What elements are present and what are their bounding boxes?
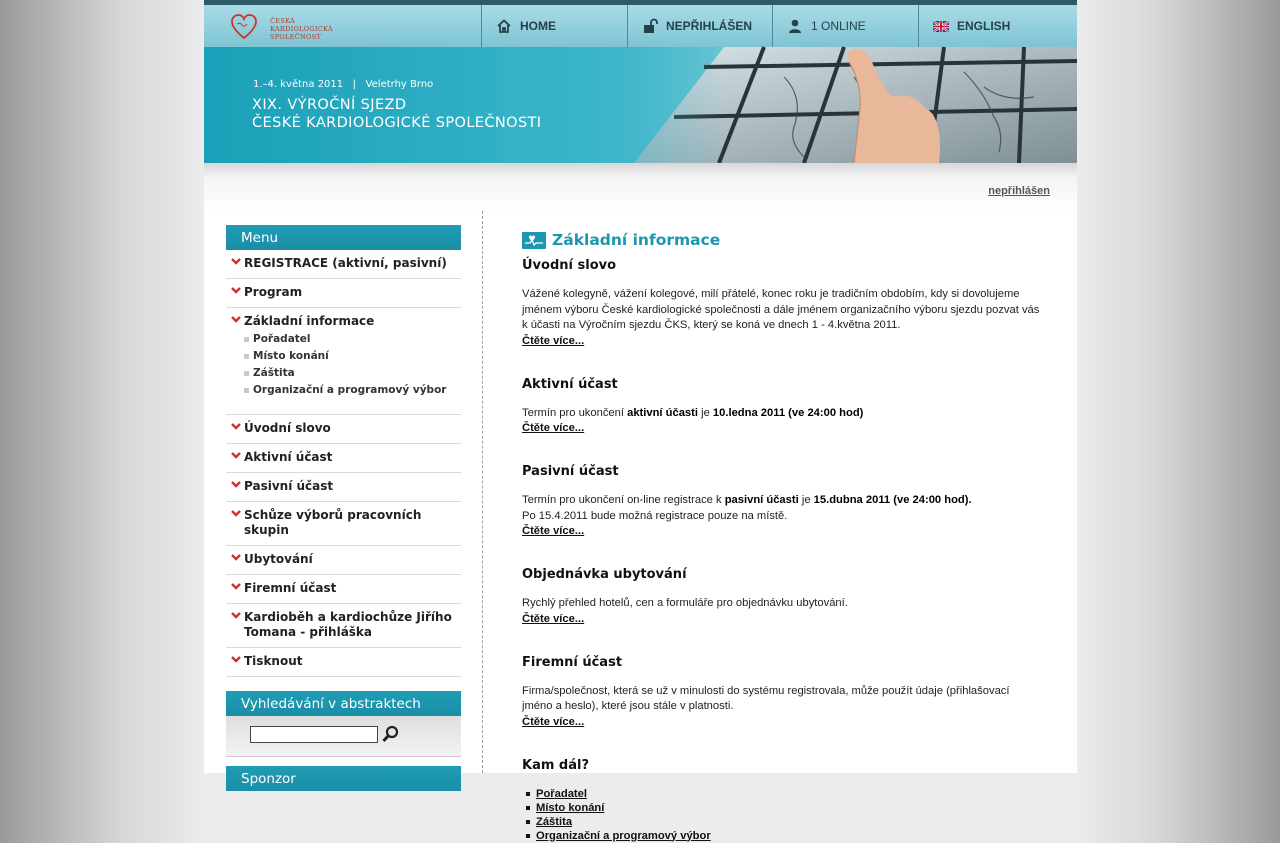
user-status-link[interactable]: nepřihlášen	[988, 185, 1050, 197]
header-banner	[204, 47, 1077, 163]
submenu-list	[244, 331, 461, 399]
section-uvodni-slovo	[522, 258, 1042, 349]
section-kam-dal	[522, 758, 1042, 843]
menu-item-label: Úvodní slovo	[244, 421, 331, 435]
column-divider	[482, 211, 483, 773]
uk-flag-icon	[933, 21, 949, 32]
nav-login-status[interactable]	[627, 5, 772, 47]
spacer	[522, 730, 1042, 750]
abstract-search-box	[226, 691, 461, 757]
chevron-down-icon	[231, 285, 241, 295]
menu-item-label: Firemní účast	[244, 581, 337, 595]
text-bold: 10.ledna 2011 (ve 24:00 hod)	[712, 406, 864, 419]
text-bold: pasivní účasti	[724, 494, 799, 506]
sponsor-box-title: Sponzor	[226, 766, 461, 791]
nav-english-label: ENGLISH	[957, 19, 1011, 33]
nav-online-users[interactable]	[772, 5, 918, 47]
submenu-item-label: Organizační a programový výbor	[253, 384, 447, 396]
kam-dal-link-organizacni-vybor[interactable]: Organizační a programový výbor	[522, 829, 1042, 843]
kam-dal-links	[522, 787, 1042, 843]
menu-item-label: Základní informace	[244, 314, 375, 328]
menu-item-tisknout[interactable]	[226, 648, 461, 677]
section-text: Vážené kolegyně, vážení kolegové, milí přátelé, konec roku je tradičním obdobím, kdy si dovolujeme jménem výboru České kardiologické společnosti a dále jménem organizačního výboru sjezdu pozvat vás k účasti na Výročním sjezdu ČKS, který se koná ve dnech 1 - 4.května 2011.	[522, 288, 1040, 331]
menu-title: Menu	[226, 225, 461, 250]
bullet-square-icon	[244, 354, 249, 359]
menu-item-label: Ubytování	[244, 552, 313, 566]
chevron-down-icon	[231, 421, 241, 431]
search-box-body	[226, 716, 461, 757]
nav-home[interactable]	[481, 5, 627, 47]
section-pasivni-ucast	[522, 464, 1042, 539]
section-aktivni-ucast	[522, 377, 1042, 437]
nav-home-label: HOME	[520, 19, 556, 33]
submenu-item-label: Záštita	[253, 367, 295, 379]
menu-item-schuze-vyboru[interactable]	[226, 502, 461, 546]
read-more-link[interactable]: Čtěte více...	[522, 422, 585, 434]
read-more-link[interactable]: Čtěte více...	[522, 715, 585, 728]
chevron-down-icon	[231, 450, 241, 460]
unlock-icon	[642, 18, 658, 34]
submenu-item-label: Pořadatel	[253, 333, 311, 345]
logo-line-2: KARDIOLOGICKÁ	[270, 25, 333, 33]
kam-dal-link-misto-konani[interactable]: Místo konání	[522, 801, 1042, 815]
menu-item-uvodni-slovo[interactable]	[226, 415, 461, 444]
text-bold: 15.dubna 2011 (ve 24:00 hod).	[813, 494, 972, 506]
spacer	[522, 627, 1042, 647]
menu-item-label: Tisknout	[244, 654, 303, 668]
search-box-title: Vyhledávání v abstraktech	[226, 691, 461, 716]
page-title	[522, 228, 1042, 252]
section-heading: Pasivní účast	[522, 464, 619, 479]
section-text: Rychlý přehled hotelů, cen a formuláře pro objednávku ubytování.	[522, 597, 848, 609]
menu-item-aktivni-ucast[interactable]	[226, 444, 461, 473]
submenu-item-organizacni-vybor[interactable]	[244, 382, 461, 399]
logo-line-1: ČESKÁ	[270, 17, 295, 25]
menu-item-label: Aktivní účast	[244, 450, 333, 464]
kam-dal-link-zastita[interactable]: Záštita	[522, 815, 1042, 829]
text-part: Termín pro ukončení on-line registrace k	[522, 494, 725, 506]
spacer	[522, 349, 1042, 369]
menu-item-kardiobeh[interactable]	[226, 604, 461, 648]
read-more-link[interactable]: Čtěte více...	[522, 525, 585, 537]
section-objednavka-ubytovani	[522, 567, 1042, 627]
spacer	[522, 539, 1042, 559]
logo[interactable]	[230, 13, 490, 45]
menu-item-program[interactable]	[226, 279, 461, 308]
menu-item-registrace[interactable]	[226, 250, 461, 279]
section-text-line2: Po 15.4.2011 bude možná registrace pouze na místě.	[522, 509, 788, 522]
chevron-down-icon	[231, 610, 241, 620]
section-text	[522, 493, 1042, 509]
nav-login-label: NEPŘIHLÁŠEN	[666, 19, 753, 33]
chevron-down-icon	[231, 479, 241, 489]
text-part: Termín pro ukončení	[522, 406, 628, 419]
text-part: je	[798, 494, 814, 506]
bullet-square-icon	[244, 388, 249, 393]
kam-dal-link-poradatel[interactable]: Pořadatel	[522, 787, 1042, 801]
section-heading: Kam dál?	[522, 757, 589, 773]
section-heading: Firemní účast	[522, 654, 623, 670]
section-heading: Úvodní slovo	[522, 258, 617, 273]
search-icon[interactable]	[381, 724, 401, 744]
user-icon	[787, 18, 803, 34]
read-more-link[interactable]: Čtěte více...	[522, 334, 585, 347]
submenu-item-zastita[interactable]	[244, 365, 461, 382]
banner-title-line-2: ČESKÉ KARDIOLOGICKÉ SPOLEČNOSTI	[252, 115, 542, 131]
page-title-text: Základní informace	[552, 231, 721, 249]
chevron-down-icon	[231, 256, 241, 266]
section-heading: Aktivní účast	[522, 376, 618, 392]
sub-header-bar	[204, 163, 1077, 211]
main-content	[522, 228, 1042, 843]
menu-item-zakladni-informace[interactable]	[226, 308, 461, 415]
menu-item-label: Pasivní účast	[244, 479, 334, 493]
sidebar	[226, 225, 461, 791]
read-more-link[interactable]: Čtěte více...	[522, 612, 585, 625]
sponsor-box	[226, 766, 461, 791]
chevron-down-icon	[231, 508, 241, 518]
banner-date: 1.–4. května 2011 | Veletrhy Brno	[253, 79, 434, 90]
section-text	[522, 406, 1042, 422]
submenu-item-poradatel[interactable]	[244, 331, 461, 348]
chevron-down-icon	[231, 314, 241, 324]
menu-item-label: Program	[244, 285, 303, 299]
home-icon	[496, 18, 512, 34]
search-input[interactable]	[250, 726, 378, 743]
menu-item-pasivni-ucast[interactable]	[226, 473, 461, 502]
menu-item-label: Schůze výborů pracovních skupin	[244, 508, 422, 537]
text-part: je	[697, 406, 713, 419]
banner-title-line-1: XIX. VÝROČNÍ SJEZD	[252, 97, 407, 113]
top-navigation-bar	[204, 0, 1077, 47]
chevron-down-icon	[231, 581, 241, 591]
page-container	[204, 0, 1077, 842]
section-text: Firma/společnost, která se už v minulosti do systému registrovala, může použít údaje (přihlašovací jméno a heslo), které jsou stále v platnosti.	[522, 684, 1010, 712]
menu-list	[226, 250, 461, 677]
logo-line-3: SPOLEČNOST	[270, 33, 321, 41]
spacer	[522, 436, 1042, 456]
chevron-down-icon	[231, 654, 241, 664]
bullet-square-icon	[244, 371, 249, 376]
nav-online-label: 1 ONLINE	[811, 19, 866, 33]
heart-logo-icon	[230, 13, 258, 41]
logo-text	[270, 17, 333, 41]
text-bold: aktivní účasti	[627, 406, 698, 419]
menu-item-firemni-ucast[interactable]	[226, 575, 461, 604]
nav-english[interactable]	[918, 5, 1077, 47]
menu-item-label: REGISTRACE (aktivní, pasivní)	[244, 256, 447, 270]
menu-item-label: Kardioběh a kardiochůze Jiřího Tomana - přihláška	[244, 610, 452, 639]
chevron-down-icon	[231, 552, 241, 562]
section-firemni-ucast	[522, 655, 1042, 730]
info-heart-icon	[522, 232, 546, 249]
submenu-item-label: Místo konání	[253, 350, 329, 362]
bullet-square-icon	[244, 337, 249, 342]
submenu-item-misto-konani[interactable]	[244, 348, 461, 365]
section-heading: Objednávka ubytování	[522, 567, 687, 582]
menu-item-ubytovani[interactable]	[226, 546, 461, 575]
